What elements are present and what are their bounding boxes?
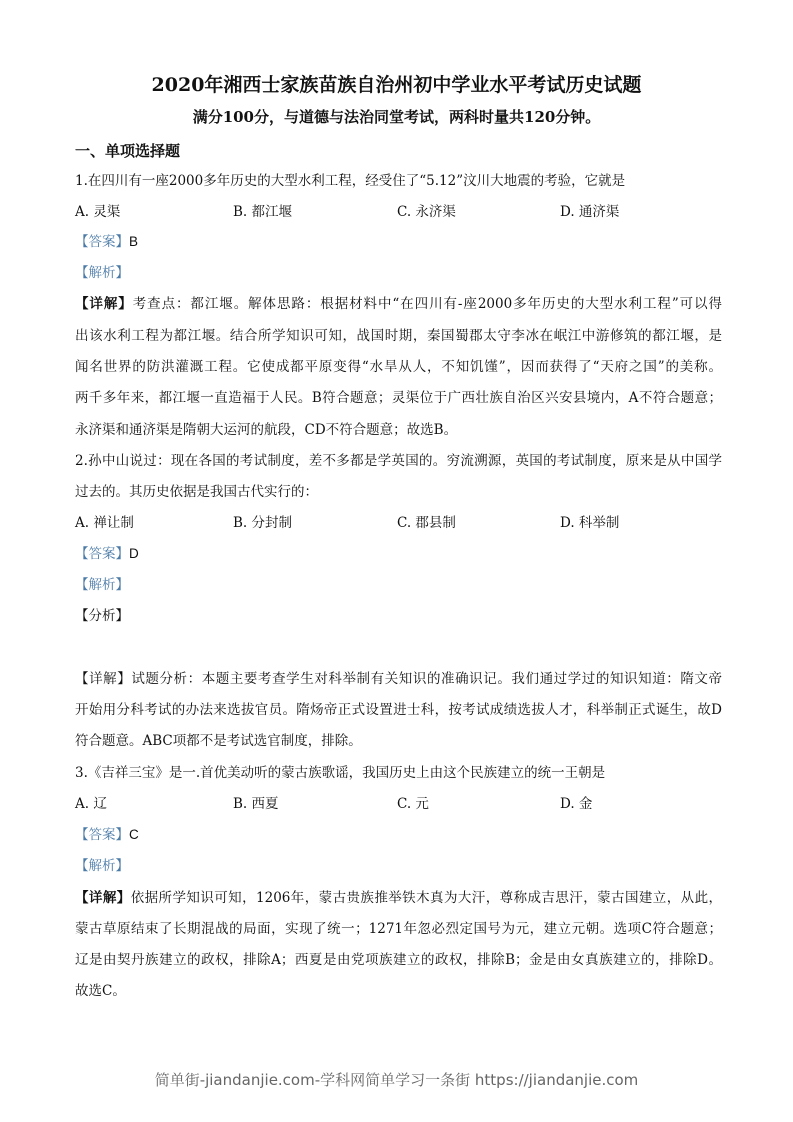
q2-analysis-label: 【解析】 [75,577,129,593]
question-1-stem: 1.在四川有一座2000多年历史的大型水利工程，经受住了“5.12”汶川大地震的考验，它就是 [75,173,626,189]
detail-text: 试题分析：本题主要考查学生对科举制有关知识的准确识记。我们通过学过的知识知道：隋文帝 [131,671,723,687]
q1-detail-line: 永济渠和通济渠是隋朝大运河的航段，CD不符合题意；故选B。 [75,422,458,438]
q3-detail-line: 故选C。 [75,983,126,999]
question-3-stem: 3.《吉祥三宝》是一.首优美动听的蒙古族歌谣，我国历史上由这个民族建立的统一王朝是 [75,765,606,781]
answer-label: 【答案】 [75,546,129,562]
answer-value: D [129,546,139,561]
q2-detail-line: 符合题意。ABC项都不是考试选官制度，排除。 [75,733,362,749]
q3-answer [75,825,722,845]
detail-text: 依据所学知识可知，1206年，蒙古贵族推举铁木真为大汗，尊称成吉思汗，蒙古国建立，从此， [130,890,723,906]
detail-label: 【详解】 [75,296,133,312]
q1-detail-line: 出该水利工程为都江堰。结合所学知识可知，战国时期，秦国蜀郡太守李冰在岷江中游修筑的都江堰，是 [75,328,722,344]
q1-detail-line: 闻名世界的防洪灌溉工程。它使成都平原变得“水旱从人，不知饥馑”，因而获得了“天府之国”的美称。 [75,359,722,375]
q2-detail-line [75,669,722,689]
q2-option-a: A. 禅让制 [75,515,134,531]
answer-value: B [129,234,139,249]
q1-option-b: B. 都江堰 [233,204,293,220]
q3-option-b: B. 西夏 [233,796,279,812]
footer-watermark: 简单街-jiandanjie.com-学科网简单学习一条街 https://jiandanjie.com [154,1071,639,1089]
q2-option-c: C. 郡县制 [397,515,456,531]
q1-option-a: A. 灵渠 [75,204,121,220]
q1-detail-line: 两千多年来，都江堰一直造福于人民。B符合题意；灵渠位于广西壮族自治区兴安县境内，A不符合题意； [75,390,722,406]
q3-detail-line: 辽是由契丹族建立的政权，排除A；西夏是由党项族建立的政权，排除B；金是由女真族建立的，排除D。 [75,952,722,968]
document-title: 2020年湘西士家族苗族自治州初中学业水平考试历史试题 [151,74,642,96]
q2-option-d: D. 科举制 [560,515,620,531]
answer-label: 【答案】 [75,827,129,843]
detail-label: 【详解】 [75,671,132,687]
q1-option-c: C. 永济渠 [397,204,456,220]
detail-text: 考查点：都江堰。解体思路：根据材料中“在四川有-座2000多年历史的大型水利工程”可以得 [132,296,722,312]
detail-label: 【详解】 [75,890,131,906]
question-2-stem: 2.孙中山说过：现在各国的考试制度，差不多都是学英国的。穷流溯源，英国的考试制度，原来是从中国学 [75,453,722,469]
q3-option-a: A. 辽 [75,796,107,812]
answer-label: 【答案】 [75,234,129,250]
q1-analysis-label: 【解析】 [75,265,129,281]
section-heading: 一、单项选择题 [75,142,181,160]
document-subtitle: 满分100分，与道德与法治同堂考试，两科时量共120分钟。 [192,108,601,126]
q3-detail-line: 蒙古草原结束了长期混战的局面，实现了统一；1271年忽必烈定国号为元，建立元朝。选项C符合题意； [75,921,722,937]
answer-value: C [129,827,139,842]
q1-option-d: D. 通济渠 [560,204,620,220]
q1-answer [75,232,722,252]
q3-analysis-label: 【解析】 [75,858,129,874]
q3-detail-line [75,888,722,908]
q1-detail-line [75,294,722,314]
q3-option-d: D. 金 [560,796,593,812]
q2-answer [75,544,722,564]
q2-detail-line: 开始用分科考试的办法来选拔官员。隋炀帝正式设置进士科，按考试成绩选拔人才，科举制正式诞生，故D [75,702,722,718]
q2-option-b: B. 分封制 [233,515,293,531]
question-2-stem: 过去的。其历史依据是我国古代实行的： [75,484,318,500]
q2-fenxi-label: 【分析】 [75,608,129,624]
q3-option-c: C. 元 [397,796,429,812]
